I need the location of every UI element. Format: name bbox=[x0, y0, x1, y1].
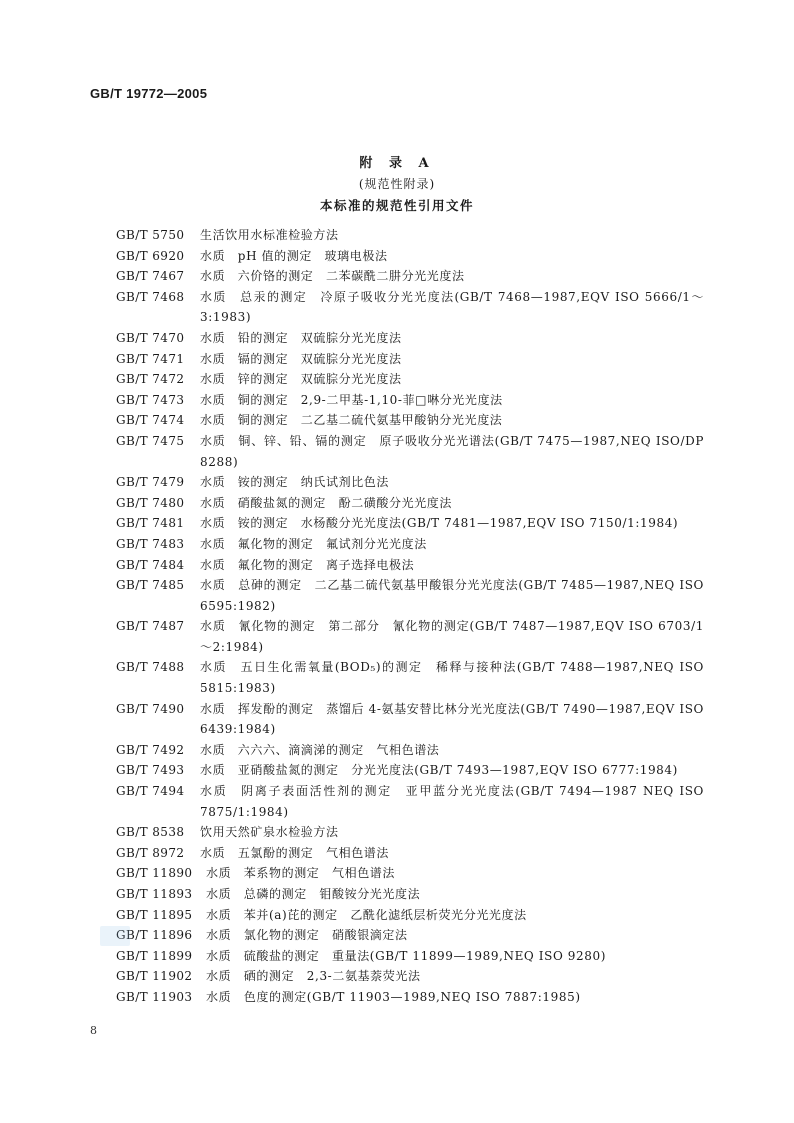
reference-item bbox=[116, 863, 704, 884]
reference-description: 水质 阴离子表面活性剂的测定 亚甲蓝分光光度法(GB/T 7494—1987 NEQ ISO 7875/1:1984) bbox=[200, 784, 704, 819]
reference-code: GB/T 11896 bbox=[116, 928, 193, 943]
reference-item bbox=[116, 740, 704, 761]
reference-description: 水质 氟化物的测定 离子选择电极法 bbox=[200, 557, 415, 572]
reference-code: GB/T 11899 bbox=[116, 948, 193, 963]
reference-code: GB/T 8972 bbox=[116, 845, 185, 860]
reference-item bbox=[116, 657, 704, 698]
reference-description: 生活饮用水标准检验方法 bbox=[200, 228, 339, 242]
reference-description: 水质 氯化物的测定 硝酸银滴定法 bbox=[206, 928, 408, 943]
reference-description: 水质 总汞的测定 冷原子吸收分光光度法(GB/T 7468—1987,EQV ISO 5666/1～3:1983) bbox=[200, 289, 704, 325]
reference-description: 水质 五氯酚的测定 气相色谱法 bbox=[200, 845, 390, 860]
reference-item bbox=[116, 266, 704, 287]
reference-code: GB/T 7471 bbox=[116, 351, 185, 366]
reference-code: GB/T 7492 bbox=[116, 742, 185, 757]
reference-description: 水质 氰化物的测定 第二部分 氰化物的测定(GB/T 7487—1987,EQV ISO 6703/1～2:1984) bbox=[200, 619, 704, 654]
reference-code: GB/T 7490 bbox=[116, 701, 185, 716]
reference-code: GB/T 7472 bbox=[116, 372, 185, 387]
reference-item bbox=[116, 884, 704, 905]
reference-item bbox=[116, 534, 704, 555]
reference-code: GB/T 11903 bbox=[116, 989, 193, 1004]
reference-code: GB/T 11895 bbox=[116, 907, 193, 922]
reference-description: 水质 总砷的测定 二乙基二硫代氨基甲酸银分光光度法(GB/T 7485—1987,NEQ ISO 6595:1982) bbox=[200, 578, 704, 613]
reference-item bbox=[116, 781, 704, 822]
reference-item bbox=[116, 369, 704, 390]
reference-code: GB/T 7493 bbox=[116, 763, 185, 778]
reference-description: 水质 铵的测定 水杨酸分光光度法(GB/T 7481—1987,EQV ISO 7150/1:1984) bbox=[200, 516, 679, 531]
reference-description: 水质 铵的测定 纳氏试剂比色法 bbox=[200, 475, 390, 490]
reference-item bbox=[116, 328, 704, 349]
reference-description: 水质 挥发酚的测定 蒸馏后 4-氨基安替比林分光光度法(GB/T 7490—1987,EQV ISO 6439:1984) bbox=[200, 701, 704, 737]
reference-code: GB/T 7474 bbox=[116, 413, 185, 428]
reference-description: 水质 铜的测定 二乙基二硫代氨基甲酸钠分光光度法 bbox=[200, 413, 503, 428]
reference-code: GB/T 7488 bbox=[116, 660, 185, 675]
appendix-title: 附 录 A bbox=[359, 156, 435, 171]
reference-description: 水质 苯并(a)芘的测定 乙酰化滤纸层析荧光分光光度法 bbox=[206, 907, 527, 922]
reference-item bbox=[116, 431, 704, 472]
appendix-subtitle: (规范性附录) bbox=[358, 177, 436, 191]
reference-list bbox=[116, 225, 704, 1008]
reference-item bbox=[116, 513, 704, 534]
reference-description: 水质 硝酸盐氮的测定 酚二磺酸分光光度法 bbox=[200, 495, 453, 510]
reference-item bbox=[116, 843, 704, 864]
reference-code: GB/T 11893 bbox=[116, 887, 193, 901]
reference-description: 水质 pH 值的测定 玻璃电极法 bbox=[200, 248, 388, 263]
reference-description: 水质 苯系物的测定 气相色谱法 bbox=[206, 866, 396, 881]
reference-code: GB/T 11890 bbox=[116, 866, 193, 881]
reference-item bbox=[116, 410, 704, 431]
reference-item bbox=[116, 946, 704, 967]
reference-description: 水质 锌的测定 双硫腙分光光度法 bbox=[200, 372, 402, 387]
reference-code: GB/T 7483 bbox=[116, 536, 185, 551]
watermark-stamp bbox=[100, 926, 130, 946]
reference-code: GB/T 7468 bbox=[116, 289, 185, 304]
reference-item bbox=[116, 493, 704, 514]
reference-item bbox=[116, 390, 704, 411]
reference-description: 水质 氟化物的测定 氟试剂分光光度法 bbox=[200, 536, 427, 551]
reference-description: 水质 铜、锌、铅、镉的测定 原子吸收分光光谱法(GB/T 7475—1987,NEQ ISO/DP 8288) bbox=[200, 433, 704, 469]
reference-code: GB/T 11902 bbox=[116, 969, 193, 984]
reference-description: 水质 总磷的测定 钼酸铵分光光度法 bbox=[206, 887, 421, 901]
reference-description: 水质 色度的测定(GB/T 11903—1989,NEQ ISO 7887:1985) bbox=[206, 989, 581, 1004]
reference-description: 水质 五日生化需氧量(BOD₅)的测定 稀释与接种法(GB/T 7488—1987,NEQ ISO 5815:1983) bbox=[200, 660, 704, 696]
reference-description: 水质 六价铬的测定 二苯碳酰二肼分光光度法 bbox=[200, 269, 465, 284]
page-number: 8 bbox=[90, 1024, 97, 1037]
reference-item bbox=[116, 760, 704, 781]
reference-item bbox=[116, 555, 704, 576]
reference-description: 水质 铜的测定 2,9-二甲基-1,10-菲□啉分光光度法 bbox=[200, 392, 503, 407]
appendix-heading: 本标准的规范性引用文件 bbox=[319, 198, 474, 213]
reference-code: GB/T 7485 bbox=[116, 578, 185, 593]
reference-item bbox=[116, 616, 704, 657]
reference-description: 饮用天然矿泉水检验方法 bbox=[200, 825, 339, 840]
reference-item bbox=[116, 472, 704, 493]
reference-code: GB/T 8538 bbox=[116, 825, 185, 840]
reference-item bbox=[116, 225, 704, 246]
reference-code: GB/T 7487 bbox=[116, 619, 185, 634]
reference-item bbox=[116, 925, 704, 946]
reference-item bbox=[116, 349, 704, 370]
reference-item bbox=[116, 575, 704, 616]
reference-code: GB/T 7475 bbox=[116, 433, 185, 448]
reference-code: GB/T 7473 bbox=[116, 392, 185, 407]
reference-code: GB/T 7494 bbox=[116, 784, 185, 799]
reference-description: 水质 硒的测定 2,3-二氨基萘荧光法 bbox=[206, 969, 421, 984]
reference-item bbox=[116, 905, 704, 926]
reference-description: 水质 铅的测定 双硫腙分光光度法 bbox=[200, 330, 402, 345]
reference-code: GB/T 6920 bbox=[116, 248, 185, 263]
reference-code: GB/T 7480 bbox=[116, 495, 185, 510]
reference-item bbox=[116, 822, 704, 843]
reference-item bbox=[116, 699, 704, 740]
reference-code: GB/T 7470 bbox=[116, 330, 185, 345]
reference-description: 水质 六六六、滴滴涕的测定 气相色谱法 bbox=[200, 742, 440, 757]
reference-code: GB/T 7481 bbox=[116, 516, 185, 531]
reference-code: GB/T 7467 bbox=[116, 269, 185, 284]
standard-code: GB/T 19772—2005 bbox=[90, 86, 208, 101]
reference-item bbox=[116, 287, 704, 328]
reference-code: GB/T 5750 bbox=[116, 228, 185, 242]
reference-item bbox=[116, 966, 704, 987]
reference-code: GB/T 7479 bbox=[116, 475, 185, 490]
reference-description: 水质 硫酸盐的测定 重量法(GB/T 11899—1989,NEQ ISO 9280) bbox=[206, 948, 607, 963]
reference-code: GB/T 7484 bbox=[116, 557, 185, 572]
reference-description: 水质 亚硝酸盐氮的测定 分光光度法(GB/T 7493—1987,EQV ISO 6777:1984) bbox=[200, 763, 678, 778]
reference-item bbox=[116, 987, 704, 1008]
reference-item bbox=[116, 246, 704, 267]
reference-description: 水质 镉的测定 双硫腙分光光度法 bbox=[200, 351, 402, 366]
